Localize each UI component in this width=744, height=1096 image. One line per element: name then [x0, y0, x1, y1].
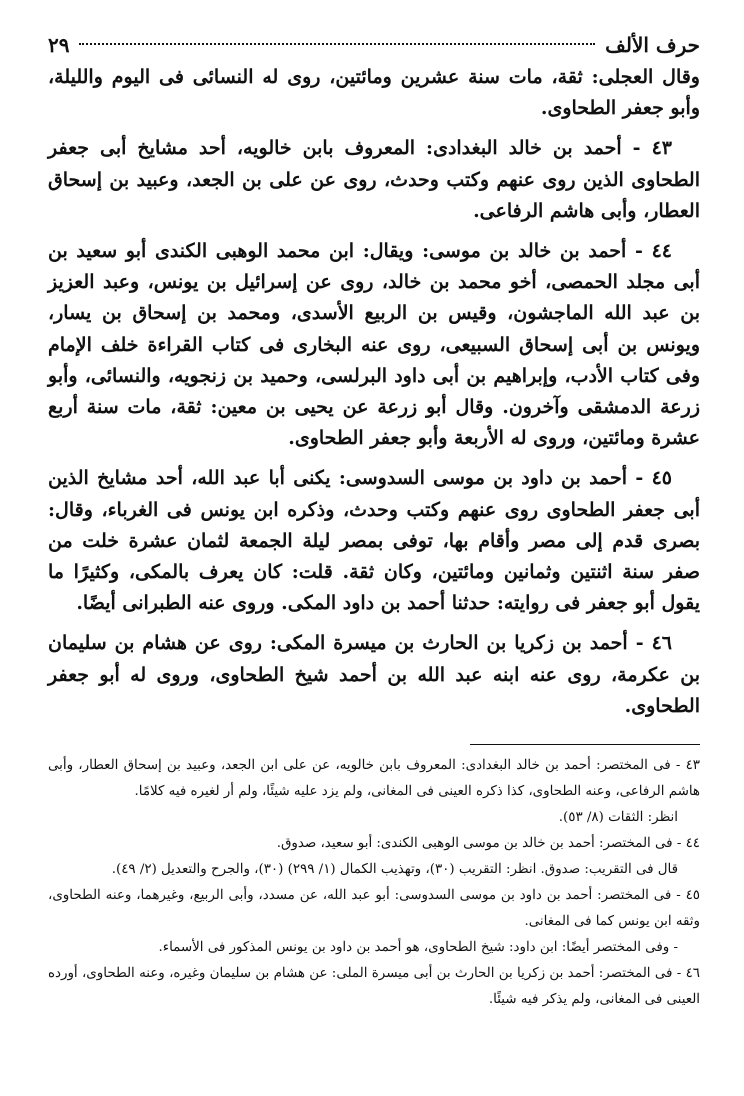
entry-43: ٤٣ - أحمد بن خالد البغدادى: المعروف بابن خالويه، أحد مشايخ أبى جعفر الطحاوى الذين روى عنهم وكتب وحدث، روى عن على بن الجعد، وعبيد بن إسحاق العطار، وأبى هاشم الرفاعى. [48, 137, 700, 222]
footnote-43-reference: انظر: الثقات (٨/ ٥٣). [558, 810, 678, 826]
footnote-separator [470, 744, 700, 745]
footnote-44-reference: قال فى التقريب: صدوق. انظر: التقريب (٣٠)، وتهذيب الكمال (١/ ٢٩٩) (٣٠)، والجرح والتعديل (٢/ ٤٩). [111, 862, 678, 878]
footnote-45: ٤٥ - فى المختصر: أحمد بن داود بن موسى السدوسى: أبو عبد الله، عن مسدد، وأبى الربيع، وغيرهما، وعنه الطحاوى، وثقه ابن يونس كما فى المغانى. [48, 888, 700, 930]
entry-45: ٤٥ - أحمد بن داود بن موسى السدوسى: يكنى أبا عبد الله، أحد مشايخ الذين أبى جعفر الطحاوى روى عنهم وكتب وحدث، وذكره ابن يونس فى الغرباء، وقال: بصرى قدم إلى مصر وأقام بها، توفى بمصر ليلة الجمعة لثمان عشرة خلت من صفر سنة اثنتين وثمانين ومائتين، وكان ثقة. قلت: كان يعرف بالمكى، وكثيرًا ما يقول أبو جعفر فى روايته: حدثنا أحمد بن داود المكى. وروى عنه الطبرانى أيضًا. [48, 467, 700, 615]
footnote-45-note: - وفى المختصر أيضًا: ابن داود: شيخ الطحاوى، هو أحمد بن داود بن يونس المذكور فى الأسماء. [158, 940, 678, 956]
footnote-43: ٤٣ - فى المختصر: أحمد بن خالد البغدادى: المعروف بابن خالويه، عن على ابن الجعد، وعبيد بن إسحاق العطار، وأبى هاشم الرفاعى، وعنه الطحاوى، كذا ذكره العينى فى المغانى، ولم يزد عليه شيئًا، ولم أر لغيره فيه كلامًا. [48, 758, 700, 800]
footnote-46: ٤٦ - فى المختصر: أحمد بن زكريا بن الحارث بن أبى ميسرة الملى: عن هشام بن سليمان وغيره، وعنه الطحاوى، أورده العينى فى المغانى، ولم يذكر فيه شيئًا. [48, 966, 700, 1008]
chapter-title: حرف الألف [605, 33, 700, 57]
main-text [48, 62, 700, 722]
page-number: ٢٩ [48, 33, 70, 57]
entry-46: ٤٦ - أحمد بن زكريا بن الحارث بن ميسرة المكى: روى عن هشام بن سليمان بن عكرمة، روى عنه ابنه عبد الله بن أحمد شيخ الطحاوى، وروى له أبو جعفر الطحاوى. [48, 632, 700, 717]
footnote-44: ٤٤ - فى المختصر: أحمد بن خالد بن موسى الوهبى الكندى: أبو سعيد، صدوق. [276, 836, 700, 852]
dotted-leader [79, 43, 595, 45]
continuation-paragraph: وقال العجلى: ثقة، مات سنة عشرين ومائتين، روى له النسائى فى اليوم والليلة، وأبو جعفر الطحاوى. [48, 66, 700, 120]
entry-44: ٤٤ - أحمد بن خالد بن موسى: ويقال: ابن محمد الوهبى الكندى أبو سعيد بن أبى مجلد الحمصى، أخو محمد بن خالد، روى عن إسرائيل بن يونس، وعبد العزيز بن عبد الله الماجشون، وقيس بن الربيع الأسدى، ومحمد بن إسحاق بن يسار، ويونس بن أبى إسحاق السبيعى، روى عنه البخارى فى كتاب القراءة خلف الإمام وفى كتاب الأدب، وإبراهيم بن أبى داود البرلسى، وحميد بن زنجويه، والنسائى، وأبو زرعة الدمشقى وآخرون. وقال أبو زرعة عن يحيى بن معين: ثقة، مات سنة أربع عشرة ومائتين، وروى له الأربعة وأبو جعفر الطحاوى. [48, 240, 700, 450]
footnotes [48, 753, 700, 1013]
running-header [48, 28, 700, 62]
